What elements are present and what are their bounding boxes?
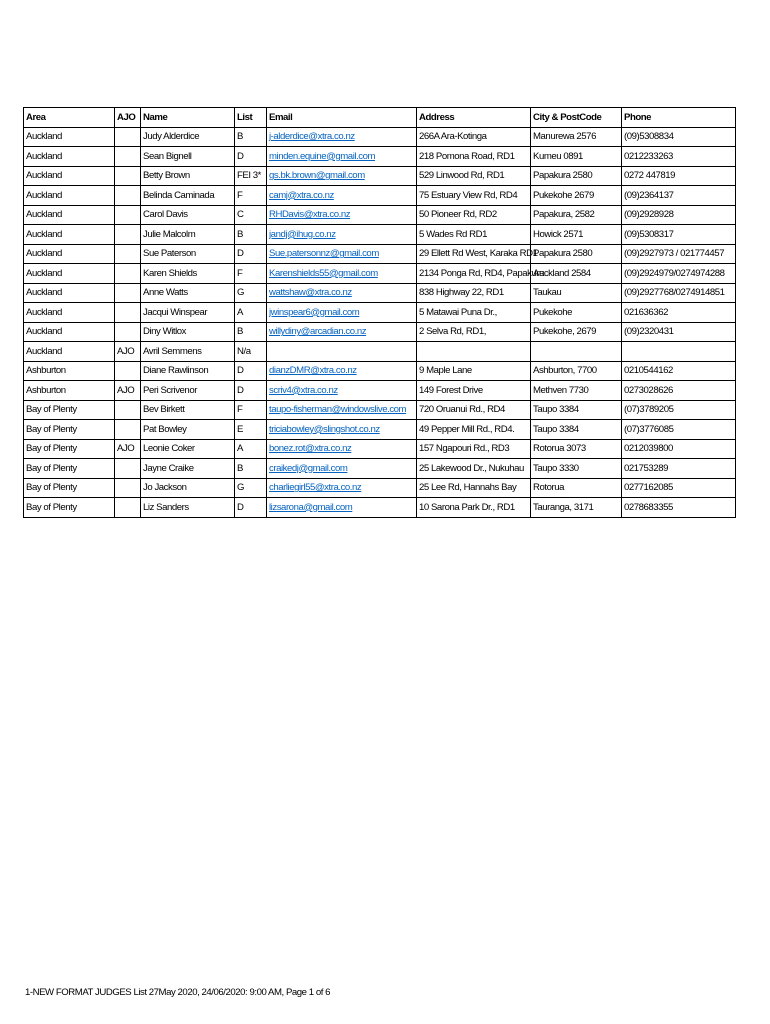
cell-ajo bbox=[115, 264, 141, 284]
cell-area: Auckland bbox=[24, 147, 115, 167]
cell-area: Ashburton bbox=[24, 361, 115, 381]
email-link[interactable]: wattshaw@xtra.co.nz bbox=[267, 283, 417, 303]
email-link[interactable]: taupo-fisherman@windowslive.com bbox=[267, 400, 417, 420]
cell-name: Bev Birkett bbox=[141, 400, 235, 420]
cell-address: 157 Ngapouri Rd., RD3 bbox=[417, 439, 531, 459]
cell-area: Auckland bbox=[24, 322, 115, 342]
cell-name: Julie Malcolm bbox=[141, 225, 235, 245]
cell-city-postcode: Taupo 3384 bbox=[531, 420, 622, 440]
email-link[interactable]: dianzDMR@xtra.co.nz bbox=[267, 361, 417, 381]
email-link[interactable]: RHDavis@xtra.co.nz bbox=[267, 205, 417, 225]
cell-list: D bbox=[235, 498, 267, 518]
email-link[interactable]: Karenshields55@gmail.com bbox=[267, 264, 417, 284]
cell-name: Betty Brown bbox=[141, 166, 235, 186]
cell-list: G bbox=[235, 478, 267, 498]
table-row bbox=[24, 478, 736, 498]
cell-city-postcode: Papakura 2580 bbox=[531, 244, 622, 264]
cell-city-postcode: Manurewa 2576 bbox=[531, 127, 622, 147]
cell-address: 5 Wades Rd RD1 bbox=[417, 225, 531, 245]
table-row bbox=[24, 498, 736, 518]
table-row bbox=[24, 459, 736, 479]
cell-name: Anne Watts bbox=[141, 283, 235, 303]
cell-address bbox=[417, 342, 531, 362]
cell-list: E bbox=[235, 420, 267, 440]
cell-ajo bbox=[115, 361, 141, 381]
column-header-area: Area bbox=[24, 108, 115, 128]
email-link[interactable]: charliegirl55@xtra.co.nz bbox=[267, 478, 417, 498]
cell-area: Auckland bbox=[24, 342, 115, 362]
cell-name: Pat Bowley bbox=[141, 420, 235, 440]
column-header-city-postcode: City & PostCode bbox=[531, 108, 622, 128]
table-row bbox=[24, 381, 736, 401]
email-link[interactable]: lizsarona@gmail.com bbox=[267, 498, 417, 518]
cell-area: Auckland bbox=[24, 225, 115, 245]
email-link[interactable]: triciabowley@slingshot.co.nz bbox=[267, 420, 417, 440]
cell-city-postcode: Papakura, 2582 bbox=[531, 205, 622, 225]
cell-name: Diny Witlox bbox=[141, 322, 235, 342]
cell-area: Auckland bbox=[24, 244, 115, 264]
cell-ajo bbox=[115, 459, 141, 479]
cell-ajo bbox=[115, 147, 141, 167]
cell-list: F bbox=[235, 186, 267, 206]
cell-address: 218 Pomona Road, RD1 bbox=[417, 147, 531, 167]
cell-name: Leonie Coker bbox=[141, 439, 235, 459]
email-link[interactable]: willydiny@arcadian.co.nz bbox=[267, 322, 417, 342]
email-link[interactable]: jwinspear6@gmail.com bbox=[267, 303, 417, 323]
cell-city-postcode: Tauranga, 3171 bbox=[531, 498, 622, 518]
cell-phone: 0212039800 bbox=[622, 439, 736, 459]
table-row bbox=[24, 244, 736, 264]
cell-ajo bbox=[115, 166, 141, 186]
cell-ajo bbox=[115, 303, 141, 323]
cell-name: Carol Davis bbox=[141, 205, 235, 225]
cell-ajo bbox=[115, 283, 141, 303]
table-header-row bbox=[24, 108, 736, 128]
cell-city-postcode: Taukau bbox=[531, 283, 622, 303]
cell-area: Bay of Plenty bbox=[24, 420, 115, 440]
judges-table bbox=[23, 107, 736, 518]
cell-phone: (09)2927768/0274914851 bbox=[622, 283, 736, 303]
cell-list: B bbox=[235, 225, 267, 245]
column-header-name: Name bbox=[141, 108, 235, 128]
cell-ajo bbox=[115, 244, 141, 264]
cell-area: Auckland bbox=[24, 205, 115, 225]
cell-name: Peri Scrivenor bbox=[141, 381, 235, 401]
cell-address: 25 Lee Rd, Hannahs Bay bbox=[417, 478, 531, 498]
cell-list: F bbox=[235, 400, 267, 420]
cell-name: Karen Shields bbox=[141, 264, 235, 284]
cell-phone: (09)2924979/0274974288 bbox=[622, 264, 736, 284]
cell-phone: 021636362 bbox=[622, 303, 736, 323]
table-body bbox=[24, 127, 736, 517]
cell-ajo bbox=[115, 498, 141, 518]
cell-address: 5 Matawai Puna Dr., bbox=[417, 303, 531, 323]
cell-list: F bbox=[235, 264, 267, 284]
column-header-address: Address bbox=[417, 108, 531, 128]
cell-phone: 0278683355 bbox=[622, 498, 736, 518]
cell-city-postcode: Howick 2571 bbox=[531, 225, 622, 245]
cell-phone: 0210544162 bbox=[622, 361, 736, 381]
cell-city-postcode: Rotorua bbox=[531, 478, 622, 498]
cell-ajo: AJO bbox=[115, 381, 141, 401]
cell-phone: 0277162085 bbox=[622, 478, 736, 498]
cell-ajo bbox=[115, 420, 141, 440]
cell-list: C bbox=[235, 205, 267, 225]
cell-phone: (09)5308834 bbox=[622, 127, 736, 147]
cell-city-postcode bbox=[531, 342, 622, 362]
cell-phone: (09)2927973 / 021774457 bbox=[622, 244, 736, 264]
cell-area: Bay of Plenty bbox=[24, 498, 115, 518]
cell-phone: 0273028626 bbox=[622, 381, 736, 401]
column-header-phone: Phone bbox=[622, 108, 736, 128]
table-row bbox=[24, 283, 736, 303]
cell-list: A bbox=[235, 439, 267, 459]
cell-ajo bbox=[115, 322, 141, 342]
cell-name: Avril Semmens bbox=[141, 342, 235, 362]
cell-ajo bbox=[115, 205, 141, 225]
cell-area: Auckland bbox=[24, 264, 115, 284]
email-link[interactable]: craikedj@gmail.com bbox=[267, 459, 417, 479]
cell-city-postcode: Pukekohe, 2679 bbox=[531, 322, 622, 342]
cell-list: FEI 3* bbox=[235, 166, 267, 186]
cell-area: Auckland bbox=[24, 283, 115, 303]
cell-name: Belinda Caminada bbox=[141, 186, 235, 206]
cell-name: Sue Paterson bbox=[141, 244, 235, 264]
cell-address: 49 Pepper Mill Rd., RD4. bbox=[417, 420, 531, 440]
cell-area: Auckland bbox=[24, 303, 115, 323]
email-link[interactable]: Sue.patersonnz@gmail.com bbox=[267, 244, 417, 264]
column-header-list: List bbox=[235, 108, 267, 128]
cell-ajo bbox=[115, 225, 141, 245]
cell-ajo bbox=[115, 127, 141, 147]
cell-city-postcode: Pukekohe 2679 bbox=[531, 186, 622, 206]
table-row bbox=[24, 166, 736, 186]
cell-ajo bbox=[115, 400, 141, 420]
cell-area: Ashburton bbox=[24, 381, 115, 401]
cell-name: Jo Jackson bbox=[141, 478, 235, 498]
cell-email bbox=[267, 342, 417, 362]
email-link[interactable]: gs.bk.brown@gmail.com bbox=[267, 166, 417, 186]
table-row bbox=[24, 342, 736, 362]
table-row bbox=[24, 127, 736, 147]
cell-area: Auckland bbox=[24, 127, 115, 147]
cell-phone: 021753289 bbox=[622, 459, 736, 479]
cell-phone bbox=[622, 342, 736, 362]
cell-address: 25 Lakewood Dr., Nukuhau bbox=[417, 459, 531, 479]
email-link[interactable]: minden.equine@gmail.com bbox=[267, 147, 417, 167]
table-row bbox=[24, 439, 736, 459]
cell-city-postcode: Methven 7730 bbox=[531, 381, 622, 401]
cell-area: Auckland bbox=[24, 166, 115, 186]
cell-list: G bbox=[235, 283, 267, 303]
cell-phone: 0272 447819 bbox=[622, 166, 736, 186]
cell-city-postcode: Papakura 2580 bbox=[531, 166, 622, 186]
table-row bbox=[24, 205, 736, 225]
table-row bbox=[24, 186, 736, 206]
table-row bbox=[24, 264, 736, 284]
cell-list: B bbox=[235, 459, 267, 479]
cell-address: 720 Oruanui Rd., RD4 bbox=[417, 400, 531, 420]
cell-name: Jacqui Winspear bbox=[141, 303, 235, 323]
email-link[interactable]: jandj@ihug.co.nz bbox=[267, 225, 417, 245]
cell-city-postcode: Auckland 2584 bbox=[531, 264, 622, 284]
table-row bbox=[24, 147, 736, 167]
cell-phone: (09)2320431 bbox=[622, 322, 736, 342]
cell-list: N/a bbox=[235, 342, 267, 362]
cell-address: 29 Ellett Rd West, Karaka RD1 bbox=[417, 244, 531, 264]
cell-list: D bbox=[235, 244, 267, 264]
cell-phone: (09)5308317 bbox=[622, 225, 736, 245]
cell-phone: (09)2364137 bbox=[622, 186, 736, 206]
cell-address: 9 Maple Lane bbox=[417, 361, 531, 381]
cell-phone: (07)3776085 bbox=[622, 420, 736, 440]
table-row bbox=[24, 400, 736, 420]
cell-area: Bay of Plenty bbox=[24, 459, 115, 479]
cell-address: 529 Linwood Rd, RD1 bbox=[417, 166, 531, 186]
table-row bbox=[24, 303, 736, 323]
cell-ajo bbox=[115, 186, 141, 206]
cell-phone: 0212233263 bbox=[622, 147, 736, 167]
page-footer: 1-NEW FORMAT JUDGES List 27May 2020, 24/06/2020: 9:00 AM, Page 1 of 6 bbox=[25, 987, 331, 998]
cell-area: Bay of Plenty bbox=[24, 478, 115, 498]
cell-city-postcode: Rotorua 3073 bbox=[531, 439, 622, 459]
cell-ajo: AJO bbox=[115, 439, 141, 459]
cell-city-postcode: Pukekohe bbox=[531, 303, 622, 323]
cell-list: B bbox=[235, 322, 267, 342]
email-link[interactable]: scriv4@xtra.co.nz bbox=[267, 381, 417, 401]
cell-city-postcode: Taupo 3330 bbox=[531, 459, 622, 479]
cell-area: Bay of Plenty bbox=[24, 400, 115, 420]
cell-name: Jayne Craike bbox=[141, 459, 235, 479]
cell-city-postcode: Ashburton, 7700 bbox=[531, 361, 622, 381]
cell-name: Sean Bignell bbox=[141, 147, 235, 167]
cell-address: 2 Selva Rd, RD1, bbox=[417, 322, 531, 342]
cell-address: 75 Estuary View Rd, RD4 bbox=[417, 186, 531, 206]
cell-address: 10 Sarona Park Dr., RD1 bbox=[417, 498, 531, 518]
cell-list: D bbox=[235, 381, 267, 401]
cell-list: D bbox=[235, 147, 267, 167]
cell-address: 2134 Ponga Rd, RD4, Papakura bbox=[417, 264, 531, 284]
cell-city-postcode: Taupo 3384 bbox=[531, 400, 622, 420]
cell-name: Judy Alderdice bbox=[141, 127, 235, 147]
column-header-ajo: AJO bbox=[115, 108, 141, 128]
cell-list: B bbox=[235, 127, 267, 147]
cell-name: Liz Sanders bbox=[141, 498, 235, 518]
cell-area: Bay of Plenty bbox=[24, 439, 115, 459]
column-header-email: Email bbox=[267, 108, 417, 128]
cell-address: 838 Highway 22, RD1 bbox=[417, 283, 531, 303]
table-row bbox=[24, 322, 736, 342]
cell-ajo bbox=[115, 478, 141, 498]
cell-city-postcode: Kumeu 0891 bbox=[531, 147, 622, 167]
email-link[interactable]: j-alderdice@xtra.co.nz bbox=[267, 127, 417, 147]
table-row bbox=[24, 420, 736, 440]
cell-area: Auckland bbox=[24, 186, 115, 206]
cell-phone: (09)2928928 bbox=[622, 205, 736, 225]
table-row bbox=[24, 361, 736, 381]
cell-address: 149 Forest Drive bbox=[417, 381, 531, 401]
cell-list: D bbox=[235, 361, 267, 381]
email-link[interactable]: bonez.rot@xtra.co.nz bbox=[267, 439, 417, 459]
table-row bbox=[24, 225, 736, 245]
cell-ajo: AJO bbox=[115, 342, 141, 362]
cell-name: Diane Rawlinson bbox=[141, 361, 235, 381]
cell-list: A bbox=[235, 303, 267, 323]
cell-address: 266A Ara-Kotinga bbox=[417, 127, 531, 147]
cell-address: 50 Pioneer Rd, RD2 bbox=[417, 205, 531, 225]
cell-phone: (07)3789205 bbox=[622, 400, 736, 420]
email-link[interactable]: camj@xtra.co.nz bbox=[267, 186, 417, 206]
